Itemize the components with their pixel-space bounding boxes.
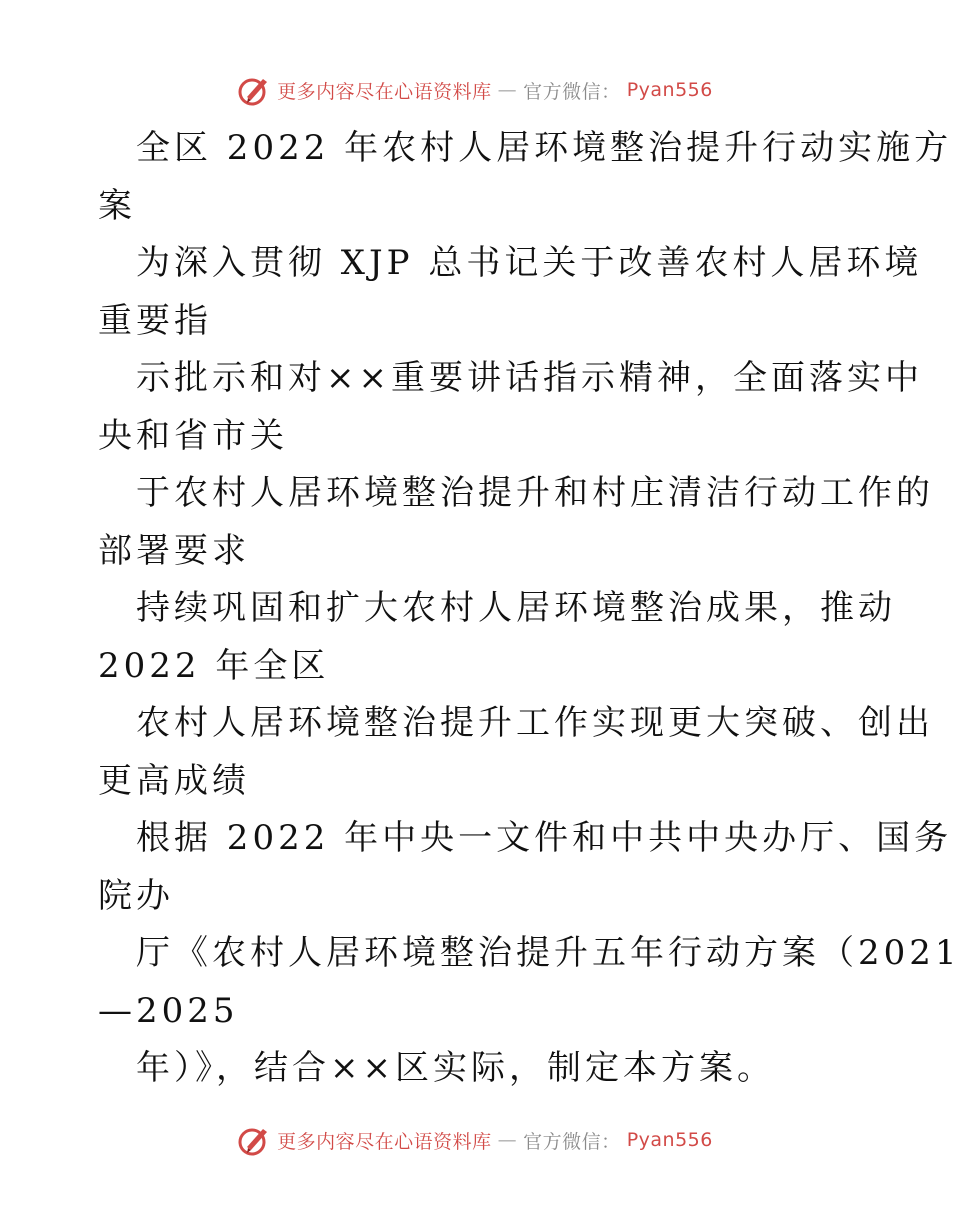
text-line: 厅《农村人居环境整治提升五年行动方案（2021 bbox=[136, 933, 961, 973]
watermark-id: Pyan556 bbox=[626, 79, 713, 101]
text-line: 院办 bbox=[98, 875, 174, 916]
text-line: 农村人居环境整治提升工作实现更大突破、创出 bbox=[136, 703, 934, 743]
text-line: 年）》，结合××区实际，制定本方案。 bbox=[136, 1048, 775, 1088]
quill-logo-icon bbox=[237, 1123, 271, 1157]
watermark-label: 官方微信： bbox=[523, 1130, 621, 1153]
watermark-label: 官方微信： bbox=[523, 80, 621, 103]
header-watermark bbox=[0, 70, 950, 110]
footer-watermark bbox=[0, 1120, 950, 1160]
text-line: 持续巩固和扩大农村人居环境整治成果，推动 bbox=[136, 588, 896, 628]
text-line: —2025 bbox=[98, 990, 239, 1031]
watermark-main-text: 更多内容尽在心语资料库 bbox=[277, 1130, 492, 1153]
text-line: 部署要求 bbox=[98, 530, 250, 571]
text-line: 于农村人居环境整治提升和村庄清洁行动工作的 bbox=[136, 473, 934, 513]
watermark-dash: — bbox=[497, 79, 518, 101]
text-line: 2022 年全区 bbox=[98, 645, 330, 686]
watermark-id: Pyan556 bbox=[626, 1129, 713, 1151]
text-line: 案 bbox=[98, 185, 136, 226]
watermark-dash: — bbox=[497, 1129, 518, 1151]
text-line: 根据 2022 年中央一文件和中共中央办厅、国务 bbox=[136, 818, 953, 858]
text-line: 全区 2022 年农村人居环境整治提升行动实施方 bbox=[136, 128, 953, 168]
text-line: 为深入贯彻 XJP 总书记关于改善农村人居环境 bbox=[136, 243, 923, 283]
text-line: 重要指 bbox=[98, 300, 212, 341]
text-line: 更高成绩 bbox=[98, 760, 250, 801]
quill-logo-icon bbox=[237, 73, 271, 107]
text-line: 央和省市关 bbox=[98, 415, 288, 456]
text-line: 示批示和对××重要讲话指示精神，全面落实中 bbox=[136, 358, 923, 398]
document-body bbox=[98, 120, 961, 1098]
watermark-main-text: 更多内容尽在心语资料库 bbox=[277, 80, 492, 103]
